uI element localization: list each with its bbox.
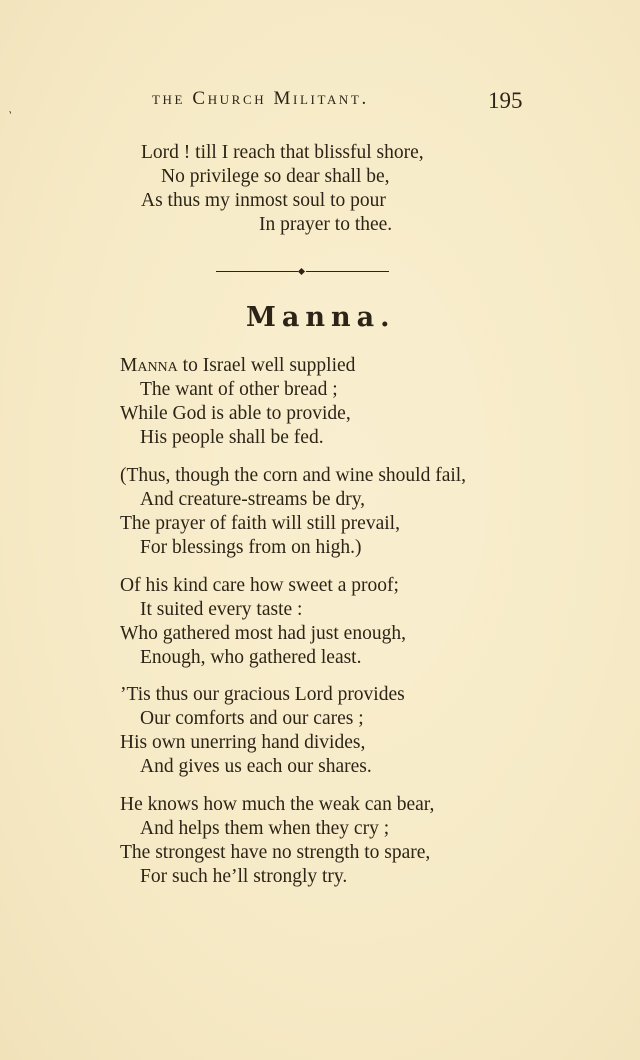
verse-line: For such he’ll strongly try.: [140, 866, 348, 887]
verse-line: Our comforts and our cares ;: [140, 708, 364, 729]
verse-line: And creature-streams be dry,: [140, 489, 366, 510]
verse-line: It suited every taste :: [140, 599, 303, 620]
verse-line: Enough, who gathered least.: [140, 647, 362, 668]
stanza-1: [120, 354, 355, 450]
verse-line: In prayer to thee.: [259, 214, 393, 235]
divider-ornament-icon: [298, 268, 305, 275]
verse-line: And helps them when they cry ;: [140, 818, 390, 839]
divider-rule-right: [306, 271, 389, 272]
divider-rule-left: [216, 271, 298, 272]
verse-line: While God is able to provide,: [120, 403, 351, 424]
verse-line: Who gathered most had just enough,: [120, 623, 406, 644]
verse-line: For blessings from on high.): [140, 537, 362, 558]
verse-line: No privilege so dear shall be,: [161, 166, 390, 187]
stanza-4: [120, 683, 405, 779]
verse-line: The want of other bread ;: [140, 379, 338, 400]
verse-line: And gives us each our shares.: [140, 756, 372, 777]
stray-mark: ˏ: [7, 99, 18, 116]
closing-stanza: [141, 141, 424, 237]
verse-line: The prayer of faith will still prevail,: [120, 513, 400, 534]
verse-line: (Thus, though the corn and wine should fail,: [120, 465, 467, 486]
verse-line: [120, 354, 355, 378]
stanza-5: [120, 793, 434, 889]
stanza-2: [120, 464, 466, 560]
verse-line: His own unerring hand divides,: [120, 732, 366, 753]
section-divider: [216, 270, 389, 274]
stanza-3: [120, 574, 406, 670]
verse-line: As thus my inmost soul to pour: [141, 190, 386, 211]
verse-line: ’Tis thus our gracious Lord provides: [120, 684, 405, 705]
poem-title: Manna.: [246, 302, 396, 333]
verse-line: The strongest have no strength to spare,: [120, 842, 431, 863]
verse-line-rest: to Israel well supplied: [177, 355, 356, 376]
page-number: 195: [488, 88, 523, 113]
verse-line: His people shall be fed.: [140, 427, 324, 448]
verse-line: Lord ! till I reach that blissful shore,: [141, 142, 424, 163]
running-head: the Church Militant.: [152, 88, 369, 109]
verse-line: He knows how much the weak can bear,: [120, 794, 435, 815]
drop-word: Manna: [120, 355, 178, 376]
verse-line: Of his kind care how sweet a proof;: [120, 575, 399, 596]
